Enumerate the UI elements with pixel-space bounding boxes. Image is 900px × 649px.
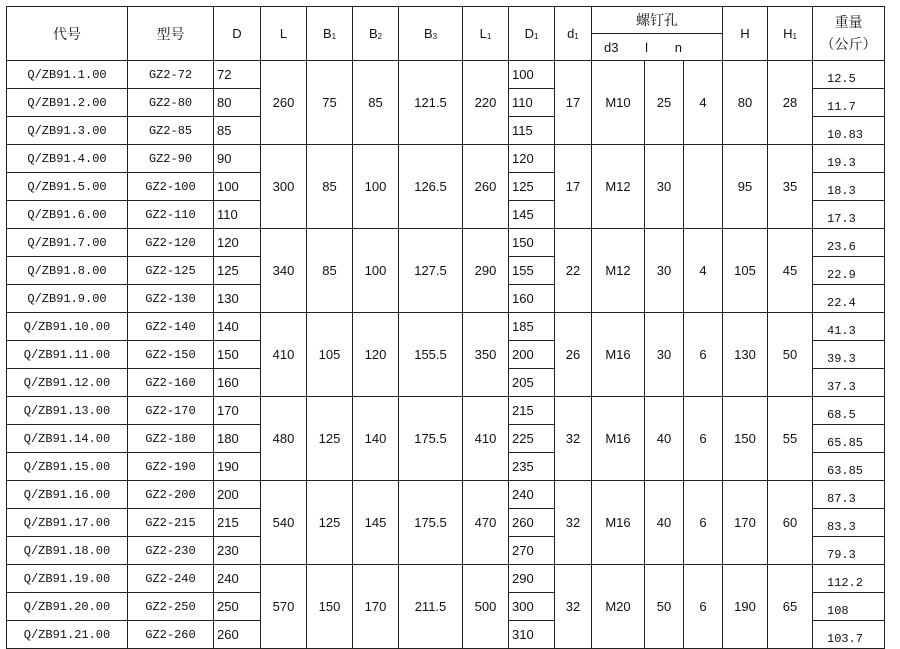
cell-H: 150 bbox=[723, 397, 768, 481]
cell-weight: 68.5 bbox=[813, 397, 885, 425]
cell-D: 85 bbox=[214, 117, 261, 145]
header-weight-label: 重量 bbox=[834, 14, 863, 31]
table-row bbox=[7, 61, 885, 89]
header-L: L bbox=[261, 7, 307, 61]
cell-code: Q/ZB91.13.00 bbox=[7, 397, 128, 425]
cell-D1: 185 bbox=[509, 313, 555, 341]
cell-H: 95 bbox=[723, 145, 768, 229]
cell-B3: 175.5 bbox=[399, 481, 463, 565]
cell-model: GZ2-160 bbox=[128, 369, 214, 397]
cell-weight: 112.2 bbox=[813, 565, 885, 593]
cell-H: 80 bbox=[723, 61, 768, 145]
cell-d1: 32 bbox=[555, 481, 592, 565]
cell-model: GZ2-90 bbox=[128, 145, 214, 173]
header-code: 代号 bbox=[7, 7, 128, 61]
cell-D1: 200 bbox=[509, 341, 555, 369]
cell-H1: 45 bbox=[768, 229, 813, 313]
cell-code: Q/ZB91.9.00 bbox=[7, 285, 128, 313]
table-row bbox=[7, 313, 885, 341]
cell-weight: 83.3 bbox=[813, 509, 885, 537]
cell-code: Q/ZB91.17.00 bbox=[7, 509, 128, 537]
header-B2 bbox=[353, 7, 399, 61]
cell-D1: 125 bbox=[509, 173, 555, 201]
header-L1 bbox=[463, 7, 509, 61]
cell-model: GZ2-125 bbox=[128, 257, 214, 285]
cell-code: Q/ZB91.15.00 bbox=[7, 453, 128, 481]
cell-D: 180 bbox=[214, 425, 261, 453]
cell-B3: 211.5 bbox=[399, 565, 463, 649]
header-weight-unit: （公斤） bbox=[820, 36, 877, 53]
cell-H: 170 bbox=[723, 481, 768, 565]
cell-B3: 155.5 bbox=[399, 313, 463, 397]
cell-D1: 260 bbox=[509, 509, 555, 537]
cell-code: Q/ZB91.12.00 bbox=[7, 369, 128, 397]
cell-H1: 35 bbox=[768, 145, 813, 229]
cell-d3: M12 bbox=[592, 145, 645, 229]
cell-code: Q/ZB91.6.00 bbox=[7, 201, 128, 229]
cell-D: 150 bbox=[214, 341, 261, 369]
cell-n: 6 bbox=[684, 397, 723, 481]
cell-model: GZ2-150 bbox=[128, 341, 214, 369]
cell-weight: 108 bbox=[813, 593, 885, 621]
cell-weight: 63.85 bbox=[813, 453, 885, 481]
cell-D: 80 bbox=[214, 89, 261, 117]
cell-D1: 310 bbox=[509, 621, 555, 649]
header-B3-sub: 3 bbox=[432, 32, 438, 41]
cell-D1: 240 bbox=[509, 481, 555, 509]
cell-d3: M16 bbox=[592, 397, 645, 481]
cell-d3: M16 bbox=[592, 313, 645, 397]
cell-H: 190 bbox=[723, 565, 768, 649]
cell-l: 40 bbox=[645, 481, 684, 565]
header-B1 bbox=[307, 7, 353, 61]
cell-D1: 120 bbox=[509, 145, 555, 173]
table-header bbox=[7, 7, 885, 61]
cell-D: 110 bbox=[214, 201, 261, 229]
header-B2-sub: 2 bbox=[377, 32, 383, 41]
cell-code: Q/ZB91.19.00 bbox=[7, 565, 128, 593]
cell-D: 160 bbox=[214, 369, 261, 397]
cell-weight: 19.3 bbox=[813, 145, 885, 173]
header-B2-base: B bbox=[368, 26, 378, 41]
cell-D1: 100 bbox=[509, 61, 555, 89]
cell-L1: 410 bbox=[463, 397, 509, 481]
cell-B2: 120 bbox=[353, 313, 399, 397]
cell-n: 6 bbox=[684, 313, 723, 397]
header-d1 bbox=[555, 7, 592, 61]
cell-B1: 125 bbox=[307, 481, 353, 565]
cell-B2: 100 bbox=[353, 145, 399, 229]
cell-L1: 290 bbox=[463, 229, 509, 313]
cell-H1: 55 bbox=[768, 397, 813, 481]
cell-code: Q/ZB91.2.00 bbox=[7, 89, 128, 117]
cell-D1: 110 bbox=[509, 89, 555, 117]
table-body bbox=[7, 61, 885, 649]
cell-d1: 32 bbox=[555, 397, 592, 481]
cell-code: Q/ZB91.14.00 bbox=[7, 425, 128, 453]
header-weight bbox=[813, 7, 885, 61]
cell-l: 30 bbox=[645, 229, 684, 313]
cell-l: 50 bbox=[645, 565, 684, 649]
header-D1 bbox=[509, 7, 555, 61]
cell-L: 540 bbox=[261, 481, 307, 565]
cell-d1: 32 bbox=[555, 565, 592, 649]
cell-D: 260 bbox=[214, 621, 261, 649]
cell-D: 140 bbox=[214, 313, 261, 341]
cell-code: Q/ZB91.5.00 bbox=[7, 173, 128, 201]
cell-d3: M16 bbox=[592, 481, 645, 565]
cell-B1: 85 bbox=[307, 229, 353, 313]
cell-weight: 11.7 bbox=[813, 89, 885, 117]
cell-D1: 205 bbox=[509, 369, 555, 397]
cell-D: 72 bbox=[214, 61, 261, 89]
header-d3: d3 bbox=[604, 39, 619, 55]
cell-code: Q/ZB91.21.00 bbox=[7, 621, 128, 649]
header-H1 bbox=[768, 7, 813, 61]
header-H: H bbox=[723, 7, 768, 61]
cell-L: 480 bbox=[261, 397, 307, 481]
cell-L: 300 bbox=[261, 145, 307, 229]
table-row bbox=[7, 565, 885, 593]
table-row bbox=[7, 481, 885, 509]
header-d1-sub: 1 bbox=[574, 32, 579, 41]
cell-weight: 37.3 bbox=[813, 369, 885, 397]
header-B1-base: B bbox=[322, 26, 332, 41]
cell-D: 90 bbox=[214, 145, 261, 173]
cell-weight: 87.3 bbox=[813, 481, 885, 509]
cell-code: Q/ZB91.8.00 bbox=[7, 257, 128, 285]
cell-D: 100 bbox=[214, 173, 261, 201]
cell-B2: 145 bbox=[353, 481, 399, 565]
cell-model: GZ2-230 bbox=[128, 537, 214, 565]
cell-weight: 23.6 bbox=[813, 229, 885, 257]
cell-l: 40 bbox=[645, 397, 684, 481]
cell-L1: 260 bbox=[463, 145, 509, 229]
cell-model: GZ2-240 bbox=[128, 565, 214, 593]
cell-D: 230 bbox=[214, 537, 261, 565]
cell-D1: 215 bbox=[509, 397, 555, 425]
cell-B2: 85 bbox=[353, 61, 399, 145]
header-H1-base: H bbox=[783, 26, 793, 41]
header-L1-sub: 1 bbox=[486, 32, 492, 41]
cell-weight: 22.9 bbox=[813, 257, 885, 285]
cell-n: 6 bbox=[684, 481, 723, 565]
cell-L: 570 bbox=[261, 565, 307, 649]
cell-L: 260 bbox=[261, 61, 307, 145]
cell-D: 190 bbox=[214, 453, 261, 481]
cell-weight: 79.3 bbox=[813, 537, 885, 565]
cell-weight: 22.4 bbox=[813, 285, 885, 313]
cell-code: Q/ZB91.3.00 bbox=[7, 117, 128, 145]
cell-D: 240 bbox=[214, 565, 261, 593]
cell-model: GZ2-260 bbox=[128, 621, 214, 649]
cell-d3: M10 bbox=[592, 61, 645, 145]
cell-H1: 60 bbox=[768, 481, 813, 565]
cell-B3: 175.5 bbox=[399, 397, 463, 481]
cell-B3: 126.5 bbox=[399, 145, 463, 229]
cell-code: Q/ZB91.4.00 bbox=[7, 145, 128, 173]
cell-D: 120 bbox=[214, 229, 261, 257]
cell-weight: 12.5 bbox=[813, 61, 885, 89]
cell-model: GZ2-200 bbox=[128, 481, 214, 509]
cell-D: 215 bbox=[214, 509, 261, 537]
cell-model: GZ2-72 bbox=[128, 61, 214, 89]
cell-B1: 105 bbox=[307, 313, 353, 397]
cell-B1: 75 bbox=[307, 61, 353, 145]
cell-D1: 270 bbox=[509, 537, 555, 565]
cell-L1: 350 bbox=[463, 313, 509, 397]
cell-model: GZ2-130 bbox=[128, 285, 214, 313]
header-d1-base: d bbox=[567, 26, 575, 41]
table-row bbox=[7, 145, 885, 173]
cell-weight: 17.3 bbox=[813, 201, 885, 229]
cell-D: 250 bbox=[214, 593, 261, 621]
cell-L: 410 bbox=[261, 313, 307, 397]
cell-weight: 18.3 bbox=[813, 173, 885, 201]
cell-model: GZ2-110 bbox=[128, 201, 214, 229]
cell-model: GZ2-80 bbox=[128, 89, 214, 117]
cell-code: Q/ZB91.1.00 bbox=[7, 61, 128, 89]
cell-code: Q/ZB91.10.00 bbox=[7, 313, 128, 341]
cell-H1: 65 bbox=[768, 565, 813, 649]
table-row bbox=[7, 397, 885, 425]
cell-B1: 85 bbox=[307, 145, 353, 229]
header-B3-base: B bbox=[423, 26, 433, 41]
cell-code: Q/ZB91.7.00 bbox=[7, 229, 128, 257]
cell-H: 105 bbox=[723, 229, 768, 313]
table-row bbox=[7, 229, 885, 257]
cell-model: GZ2-215 bbox=[128, 509, 214, 537]
cell-model: GZ2-140 bbox=[128, 313, 214, 341]
cell-B2: 170 bbox=[353, 565, 399, 649]
cell-B1: 125 bbox=[307, 397, 353, 481]
cell-weight: 10.83 bbox=[813, 117, 885, 145]
header-H1-sub: 1 bbox=[792, 32, 797, 41]
cell-B3: 121.5 bbox=[399, 61, 463, 145]
cell-D1: 155 bbox=[509, 257, 555, 285]
cell-D1: 235 bbox=[509, 453, 555, 481]
cell-l: 30 bbox=[645, 145, 684, 229]
cell-d1: 22 bbox=[555, 229, 592, 313]
cell-B2: 100 bbox=[353, 229, 399, 313]
cell-B3: 127.5 bbox=[399, 229, 463, 313]
cell-weight: 39.3 bbox=[813, 341, 885, 369]
header-L1-base: L bbox=[479, 26, 487, 41]
header-B3 bbox=[399, 7, 463, 61]
cell-weight: 103.7 bbox=[813, 621, 885, 649]
header-screw-sublabels bbox=[592, 34, 723, 61]
cell-weight: 41.3 bbox=[813, 313, 885, 341]
cell-L1: 500 bbox=[463, 565, 509, 649]
header-row-1 bbox=[7, 7, 885, 34]
header-D: D bbox=[214, 7, 261, 61]
cell-H1: 50 bbox=[768, 313, 813, 397]
cell-model: GZ2-85 bbox=[128, 117, 214, 145]
cell-n: 4 bbox=[684, 61, 723, 145]
cell-model: GZ2-170 bbox=[128, 397, 214, 425]
cell-D: 200 bbox=[214, 481, 261, 509]
cell-code: Q/ZB91.11.00 bbox=[7, 341, 128, 369]
cell-L1: 220 bbox=[463, 61, 509, 145]
cell-D1: 225 bbox=[509, 425, 555, 453]
header-D1-base: D bbox=[524, 26, 534, 41]
cell-l: 25 bbox=[645, 61, 684, 145]
cell-L1: 470 bbox=[463, 481, 509, 565]
cell-model: GZ2-100 bbox=[128, 173, 214, 201]
cell-D1: 290 bbox=[509, 565, 555, 593]
cell-D1: 160 bbox=[509, 285, 555, 313]
cell-l: 30 bbox=[645, 313, 684, 397]
cell-n: 4 bbox=[684, 229, 723, 313]
cell-D: 130 bbox=[214, 285, 261, 313]
cell-H: 130 bbox=[723, 313, 768, 397]
cell-D: 125 bbox=[214, 257, 261, 285]
cell-code: Q/ZB91.16.00 bbox=[7, 481, 128, 509]
cell-n bbox=[684, 145, 723, 229]
cell-D1: 300 bbox=[509, 593, 555, 621]
cell-code: Q/ZB91.20.00 bbox=[7, 593, 128, 621]
cell-d1: 17 bbox=[555, 145, 592, 229]
cell-d3: M20 bbox=[592, 565, 645, 649]
cell-d3: M12 bbox=[592, 229, 645, 313]
spec-table-container bbox=[6, 6, 885, 649]
cell-weight: 65.85 bbox=[813, 425, 885, 453]
cell-H1: 28 bbox=[768, 61, 813, 145]
cell-model: GZ2-190 bbox=[128, 453, 214, 481]
header-n: n bbox=[674, 39, 682, 55]
cell-model: GZ2-180 bbox=[128, 425, 214, 453]
header-D1-sub: 1 bbox=[533, 32, 539, 41]
cell-code: Q/ZB91.18.00 bbox=[7, 537, 128, 565]
cell-D1: 145 bbox=[509, 201, 555, 229]
header-screw-hole: 螺钉孔 bbox=[592, 7, 723, 34]
cell-d1: 26 bbox=[555, 313, 592, 397]
cell-B2: 140 bbox=[353, 397, 399, 481]
header-model: 型号 bbox=[128, 7, 214, 61]
cell-model: GZ2-250 bbox=[128, 593, 214, 621]
cell-D: 170 bbox=[214, 397, 261, 425]
cell-n: 6 bbox=[684, 565, 723, 649]
cell-D1: 150 bbox=[509, 229, 555, 257]
cell-B1: 150 bbox=[307, 565, 353, 649]
cell-D1: 115 bbox=[509, 117, 555, 145]
cell-model: GZ2-120 bbox=[128, 229, 214, 257]
spec-table bbox=[6, 6, 885, 649]
cell-L: 340 bbox=[261, 229, 307, 313]
cell-d1: 17 bbox=[555, 61, 592, 145]
header-l: l bbox=[645, 39, 649, 55]
header-B1-sub: 1 bbox=[331, 32, 337, 41]
